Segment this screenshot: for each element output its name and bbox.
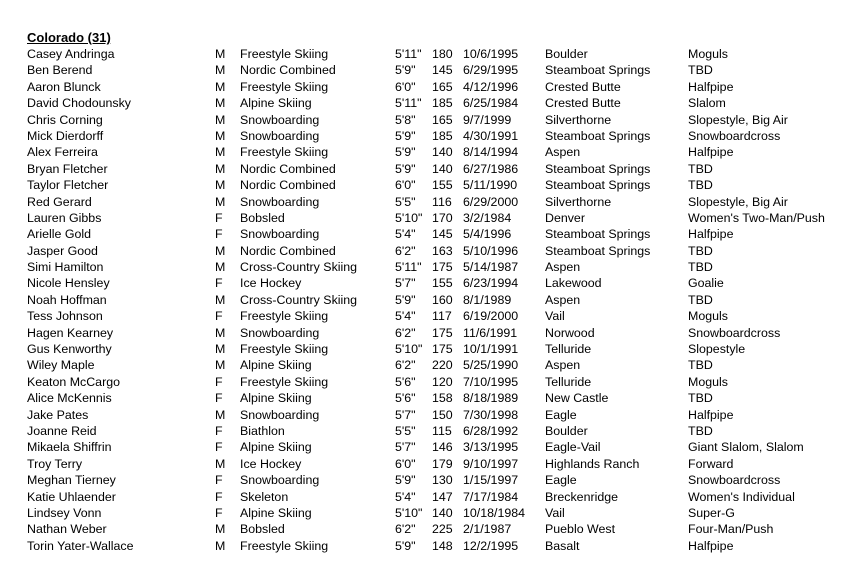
athlete-hometown: Crested Butte xyxy=(545,96,621,111)
athlete-hometown: Boulder xyxy=(545,47,588,61)
athlete-birthdate: 11/6/1991 xyxy=(463,325,518,340)
athlete-gender: M xyxy=(215,128,226,143)
athlete-name: Mikaela Shiffrin xyxy=(27,440,112,455)
athlete-height: 5'4" xyxy=(395,309,416,324)
athlete-weight: 140 xyxy=(432,161,453,176)
athlete-gender: M xyxy=(215,358,226,373)
athlete-sport: Snowboarding xyxy=(240,194,320,209)
athlete-hometown: Norwood xyxy=(545,325,595,340)
athlete-gender: M xyxy=(215,161,226,176)
athlete-height: 6'2" xyxy=(395,325,416,340)
athlete-gender: F xyxy=(215,440,223,455)
athlete-name: Keaton McCargo xyxy=(27,374,120,389)
athlete-birthdate: 5/10/1996 xyxy=(463,243,519,258)
athlete-weight: 117 xyxy=(432,309,452,324)
athlete-weight: 145 xyxy=(432,63,453,78)
athlete-height: 5'10" xyxy=(395,505,423,520)
list-item xyxy=(27,62,857,78)
athlete-height: 5'11" xyxy=(395,260,422,275)
athlete-birthdate: 5/14/1987 xyxy=(463,260,519,275)
athlete-hometown: Vail xyxy=(545,505,565,520)
athlete-hometown: Highlands Ranch xyxy=(545,456,640,471)
athlete-sport: Nordic Combined xyxy=(240,243,336,258)
athlete-birthdate: 10/18/1984 xyxy=(463,505,526,520)
athlete-gender: M xyxy=(215,47,226,61)
athlete-sport: Bobsled xyxy=(240,210,285,225)
athlete-event: Slopestyle, Big Air xyxy=(688,112,788,127)
athlete-gender: F xyxy=(215,227,223,242)
athlete-event: TBD xyxy=(688,391,713,406)
list-item xyxy=(27,226,857,242)
athlete-gender: M xyxy=(215,342,226,357)
athlete-weight: 145 xyxy=(432,227,453,242)
athlete-event: Super-G xyxy=(688,505,735,520)
athlete-event: TBD xyxy=(688,178,713,193)
athlete-weight: 120 xyxy=(432,374,453,389)
athlete-gender: M xyxy=(215,63,226,78)
athlete-height: 5'6" xyxy=(395,391,416,406)
athlete-height: 5'7" xyxy=(395,407,416,422)
athlete-sport: Freestyle Skiing xyxy=(240,374,329,389)
list-item xyxy=(27,177,857,193)
athlete-event: TBD xyxy=(688,260,713,275)
list-item xyxy=(27,210,857,226)
athlete-hometown: New Castle xyxy=(545,391,609,406)
athlete-weight: 147 xyxy=(432,489,453,504)
athlete-weight: 220 xyxy=(432,358,453,373)
athlete-birthdate: 12/2/1995 xyxy=(463,538,519,553)
athlete-name: Ben Berend xyxy=(27,63,93,78)
athlete-weight: 160 xyxy=(432,292,453,307)
athlete-birthdate: 7/30/1998 xyxy=(463,407,519,422)
athlete-hometown: Aspen xyxy=(545,358,581,373)
athlete-gender: M xyxy=(215,522,226,537)
list-item xyxy=(27,505,857,521)
athlete-sport: Nordic Combined xyxy=(240,63,336,78)
athlete-sport: Alpine Skiing xyxy=(240,505,312,520)
athlete-event: Giant Slalom, Slalom xyxy=(688,440,804,455)
athlete-weight: 179 xyxy=(432,456,453,471)
athlete-height: 5'7" xyxy=(395,440,416,455)
athlete-weight: 158 xyxy=(432,391,453,406)
athlete-birthdate: 4/30/1991 xyxy=(463,128,519,143)
athlete-weight: 180 xyxy=(432,47,453,61)
athlete-hometown: Pueblo West xyxy=(545,522,616,537)
athlete-name: Noah Hoffman xyxy=(27,292,107,307)
athlete-sport: Freestyle Skiing xyxy=(240,342,329,357)
athlete-event: TBD xyxy=(688,243,713,258)
athlete-birthdate: 7/10/1995 xyxy=(463,374,519,389)
athlete-sport: Snowboarding xyxy=(240,473,320,488)
athlete-list xyxy=(27,46,857,554)
athlete-sport: Snowboarding xyxy=(240,227,320,242)
athlete-hometown: Aspen xyxy=(545,145,581,160)
athlete-birthdate: 4/12/1996 xyxy=(463,79,519,94)
athlete-gender: F xyxy=(215,505,223,520)
athlete-hometown: Silverthorne xyxy=(545,112,612,127)
list-item xyxy=(27,95,857,111)
list-item xyxy=(27,243,857,259)
athlete-sport: Cross-Country Skiing xyxy=(240,292,358,307)
athlete-weight: 165 xyxy=(432,112,453,127)
athlete-name: Arielle Gold xyxy=(27,227,92,242)
list-item xyxy=(27,390,857,406)
athlete-height: 6'0" xyxy=(395,178,416,193)
athlete-hometown: Steamboat Springs xyxy=(545,227,651,242)
athlete-hometown: Telluride xyxy=(545,374,592,389)
athlete-weight: 140 xyxy=(432,505,453,520)
athlete-gender: M xyxy=(215,145,226,160)
athlete-hometown: Steamboat Springs xyxy=(545,243,651,258)
athlete-gender: F xyxy=(215,473,223,488)
athlete-gender: M xyxy=(215,292,226,307)
athlete-weight: 116 xyxy=(432,194,452,209)
athlete-weight: 130 xyxy=(432,473,453,488)
athlete-hometown: Lakewood xyxy=(545,276,602,291)
athlete-sport: Nordic Combined xyxy=(240,178,336,193)
athlete-name: Hagen Kearney xyxy=(27,325,114,340)
athlete-gender: M xyxy=(215,194,226,209)
athlete-event: Snowboardcross xyxy=(688,128,781,143)
athlete-birthdate: 6/25/1984 xyxy=(463,96,519,111)
athlete-event: TBD xyxy=(688,423,713,438)
athlete-gender: F xyxy=(215,391,223,406)
athlete-height: 5'8" xyxy=(395,112,416,127)
athlete-birthdate: 6/29/2000 xyxy=(463,194,519,209)
athlete-name: Alex Ferreira xyxy=(27,145,98,160)
athlete-sport: Ice Hockey xyxy=(240,456,302,471)
athlete-birthdate: 6/23/1994 xyxy=(463,276,519,291)
athlete-hometown: Steamboat Springs xyxy=(545,161,651,176)
athlete-birthdate: 6/19/2000 xyxy=(463,309,519,324)
athlete-name: Meghan Tierney xyxy=(27,473,116,488)
athlete-weight: 175 xyxy=(432,260,453,275)
athlete-birthdate: 8/18/1989 xyxy=(463,391,519,406)
athlete-event: Slopestyle xyxy=(688,342,746,357)
athlete-height: 5'9" xyxy=(395,161,416,176)
athlete-birthdate: 5/4/1996 xyxy=(463,227,512,242)
athlete-event: Halfpipe xyxy=(688,538,734,553)
athlete-gender: M xyxy=(215,260,226,275)
athlete-sport: Biathlon xyxy=(240,423,285,438)
athlete-hometown: Boulder xyxy=(545,423,588,438)
list-item xyxy=(27,456,857,472)
athlete-event: Women's Individual xyxy=(688,489,795,504)
athlete-weight: 140 xyxy=(432,145,453,160)
athlete-gender: F xyxy=(215,276,223,291)
list-item xyxy=(27,128,857,144)
athlete-birthdate: 3/13/1995 xyxy=(463,440,519,455)
athlete-birthdate: 10/6/1995 xyxy=(463,47,519,61)
athlete-hometown: Crested Butte xyxy=(545,79,621,94)
athlete-height: 5'10" xyxy=(395,342,423,357)
athlete-height: 5'9" xyxy=(395,145,416,160)
list-item xyxy=(27,521,857,537)
list-item xyxy=(27,325,857,341)
athlete-hometown: Eagle-Vail xyxy=(545,440,601,455)
athlete-hometown: Vail xyxy=(545,309,565,324)
athlete-name: Nicole Hensley xyxy=(27,276,110,291)
athlete-sport: Alpine Skiing xyxy=(240,358,312,373)
athlete-event: Moguls xyxy=(688,47,728,61)
athlete-height: 5'5" xyxy=(395,194,416,209)
athlete-gender: M xyxy=(215,456,226,471)
athlete-event: Halfpipe xyxy=(688,227,734,242)
athlete-event: Halfpipe xyxy=(688,407,734,422)
list-item xyxy=(27,423,857,439)
athlete-weight: 148 xyxy=(432,538,453,553)
athlete-sport: Freestyle Skiing xyxy=(240,47,329,61)
athlete-weight: 155 xyxy=(432,178,453,193)
list-item xyxy=(27,407,857,423)
athlete-height: 5'5" xyxy=(395,423,416,438)
athlete-event: Snowboardcross xyxy=(688,473,781,488)
athlete-height: 5'11" xyxy=(395,47,422,61)
athlete-event: Women's Two-Man/Push xyxy=(688,210,825,225)
athlete-name: Aaron Blunck xyxy=(27,79,101,94)
list-item xyxy=(27,144,857,160)
athlete-name: Lauren Gibbs xyxy=(27,210,102,225)
athlete-name: Chris Corning xyxy=(27,112,103,127)
athlete-weight: 185 xyxy=(432,128,453,143)
athlete-name: Katie Uhlaender xyxy=(27,489,116,504)
athlete-height: 5'6" xyxy=(395,374,416,389)
athlete-sport: Nordic Combined xyxy=(240,161,336,176)
athlete-gender: F xyxy=(215,423,223,438)
athlete-gender: M xyxy=(215,178,226,193)
list-item xyxy=(27,308,857,324)
athlete-birthdate: 8/14/1994 xyxy=(463,145,519,160)
athlete-name: Jake Pates xyxy=(27,407,89,422)
athlete-weight: 155 xyxy=(432,276,453,291)
athlete-event: Four-Man/Push xyxy=(688,522,774,537)
athlete-hometown: Steamboat Springs xyxy=(545,178,651,193)
athlete-height: 5'9" xyxy=(395,128,416,143)
athlete-hometown: Steamboat Springs xyxy=(545,128,651,143)
athlete-sport: Snowboarding xyxy=(240,325,320,340)
athlete-weight: 150 xyxy=(432,407,453,422)
athlete-gender: F xyxy=(215,210,223,225)
list-item xyxy=(27,439,857,455)
athlete-gender: M xyxy=(215,325,226,340)
athlete-hometown: Breckenridge xyxy=(545,489,619,504)
list-item xyxy=(27,292,857,308)
athlete-sport: Skeleton xyxy=(240,489,289,504)
section-title: Colorado (31) xyxy=(27,30,111,45)
athlete-event: Halfpipe xyxy=(688,145,734,160)
athlete-birthdate: 8/1/1989 xyxy=(463,292,512,307)
athlete-name: David Chodounsky xyxy=(27,96,132,111)
athlete-birthdate: 1/15/1997 xyxy=(463,473,519,488)
athlete-gender: F xyxy=(215,374,223,389)
list-item xyxy=(27,538,857,554)
athlete-weight: 163 xyxy=(432,243,453,258)
athlete-height: 5'10" xyxy=(395,210,423,225)
athlete-height: 6'2" xyxy=(395,522,416,537)
athlete-height: 5'4" xyxy=(395,489,416,504)
athlete-name: Joanne Reid xyxy=(27,423,97,438)
athlete-name: Alice McKennis xyxy=(27,391,112,406)
athlete-event: Moguls xyxy=(688,374,728,389)
athlete-weight: 225 xyxy=(432,522,453,537)
athlete-event: Goalie xyxy=(688,276,724,291)
athlete-hometown: Eagle xyxy=(545,473,577,488)
athlete-event: TBD xyxy=(688,292,713,307)
athlete-birthdate: 7/17/1984 xyxy=(463,489,519,504)
list-item xyxy=(27,374,857,390)
athlete-weight: 175 xyxy=(432,325,453,340)
athlete-gender: F xyxy=(215,309,223,324)
athlete-weight: 115 xyxy=(432,423,452,438)
list-item xyxy=(27,259,857,275)
athlete-gender: M xyxy=(215,407,226,422)
athlete-birthdate: 10/1/1991 xyxy=(463,342,519,357)
athlete-sport: Cross-Country Skiing xyxy=(240,260,358,275)
roster-sheet xyxy=(27,30,857,554)
athlete-sport: Freestyle Skiing xyxy=(240,538,329,553)
athlete-birthdate: 6/29/1995 xyxy=(463,63,519,78)
athlete-name: Taylor Fletcher xyxy=(27,178,109,193)
list-item xyxy=(27,161,857,177)
list-item xyxy=(27,341,857,357)
athlete-sport: Alpine Skiing xyxy=(240,96,312,111)
athlete-weight: 146 xyxy=(432,440,453,455)
athlete-weight: 165 xyxy=(432,79,453,94)
list-item xyxy=(27,194,857,210)
athlete-gender: F xyxy=(215,489,223,504)
athlete-name: Torin Yater-Wallace xyxy=(27,538,134,553)
athlete-hometown: Eagle xyxy=(545,407,577,422)
athlete-hometown: Denver xyxy=(545,210,585,225)
athlete-event: Moguls xyxy=(688,309,728,324)
athlete-event: Halfpipe xyxy=(688,79,734,94)
athlete-height: 6'2" xyxy=(395,243,416,258)
athlete-hometown: Aspen xyxy=(545,260,581,275)
athlete-sport: Alpine Skiing xyxy=(240,440,312,455)
athlete-sport: Freestyle Skiing xyxy=(240,79,329,94)
athlete-event: TBD xyxy=(688,63,713,78)
athlete-sport: Snowboarding xyxy=(240,128,320,143)
athlete-event: TBD xyxy=(688,161,713,176)
athlete-height: 6'0" xyxy=(395,79,416,94)
athlete-name: Bryan Fletcher xyxy=(27,161,108,176)
athlete-sport: Bobsled xyxy=(240,522,285,537)
athlete-name: Nathan Weber xyxy=(27,522,107,537)
athlete-weight: 185 xyxy=(432,96,453,111)
athlete-birthdate: 6/27/1986 xyxy=(463,161,519,176)
athlete-birthdate: 9/7/1999 xyxy=(463,112,512,127)
athlete-hometown: Silverthorne xyxy=(545,194,612,209)
athlete-gender: M xyxy=(215,538,226,553)
athlete-sport: Snowboarding xyxy=(240,407,320,422)
athlete-event: Slopestyle, Big Air xyxy=(688,194,788,209)
athlete-height: 5'9" xyxy=(395,473,416,488)
athlete-event: Slalom xyxy=(688,96,726,111)
list-item xyxy=(27,275,857,291)
athlete-event: Forward xyxy=(688,456,734,471)
athlete-name: Mick Dierdorff xyxy=(27,128,104,143)
athlete-gender: M xyxy=(215,112,226,127)
athlete-name: Red Gerard xyxy=(27,194,92,209)
list-item xyxy=(27,79,857,95)
athlete-weight: 170 xyxy=(432,210,453,225)
athlete-hometown: Aspen xyxy=(545,292,581,307)
athlete-sport: Alpine Skiing xyxy=(240,391,312,406)
list-item xyxy=(27,112,857,128)
athlete-weight: 175 xyxy=(432,342,453,357)
athlete-sport: Freestyle Skiing xyxy=(240,145,329,160)
athlete-name: Simi Hamilton xyxy=(27,260,104,275)
list-item xyxy=(27,46,857,62)
athlete-birthdate: 3/2/1984 xyxy=(463,210,512,225)
athlete-height: 5'7" xyxy=(395,276,416,291)
athlete-height: 5'9" xyxy=(395,63,416,78)
athlete-hometown: Basalt xyxy=(545,538,580,553)
athlete-name: Jasper Good xyxy=(27,243,98,258)
athlete-gender: M xyxy=(215,96,226,111)
athlete-sport: Snowboarding xyxy=(240,112,320,127)
athlete-name: Troy Terry xyxy=(27,456,83,471)
athlete-birthdate: 5/11/1990 xyxy=(463,178,518,193)
athlete-height: 6'0" xyxy=(395,456,416,471)
athlete-gender: M xyxy=(215,243,226,258)
list-item xyxy=(27,357,857,373)
athlete-height: 5'11" xyxy=(395,96,422,111)
athlete-name: Wiley Maple xyxy=(27,358,95,373)
athlete-height: 5'9" xyxy=(395,292,416,307)
athlete-sport: Freestyle Skiing xyxy=(240,309,329,324)
athlete-height: 5'9" xyxy=(395,538,416,553)
list-item xyxy=(27,472,857,488)
athlete-hometown: Telluride xyxy=(545,342,592,357)
athlete-hometown: Steamboat Springs xyxy=(545,63,651,78)
athlete-sport: Ice Hockey xyxy=(240,276,302,291)
athlete-birthdate: 6/28/1992 xyxy=(463,423,519,438)
athlete-name: Tess Johnson xyxy=(27,309,103,324)
athlete-birthdate: 2/1/1987 xyxy=(463,522,512,537)
athlete-name: Casey Andringa xyxy=(27,47,115,61)
athlete-event: TBD xyxy=(688,358,713,373)
athlete-name: Lindsey Vonn xyxy=(27,505,102,520)
athlete-height: 5'4" xyxy=(395,227,416,242)
list-item xyxy=(27,489,857,505)
athlete-height: 6'2" xyxy=(395,358,416,373)
athlete-birthdate: 9/10/1997 xyxy=(463,456,519,471)
athlete-birthdate: 5/25/1990 xyxy=(463,358,519,373)
athlete-gender: M xyxy=(215,79,226,94)
athlete-name: Gus Kenworthy xyxy=(27,342,112,357)
athlete-event: Snowboardcross xyxy=(688,325,781,340)
